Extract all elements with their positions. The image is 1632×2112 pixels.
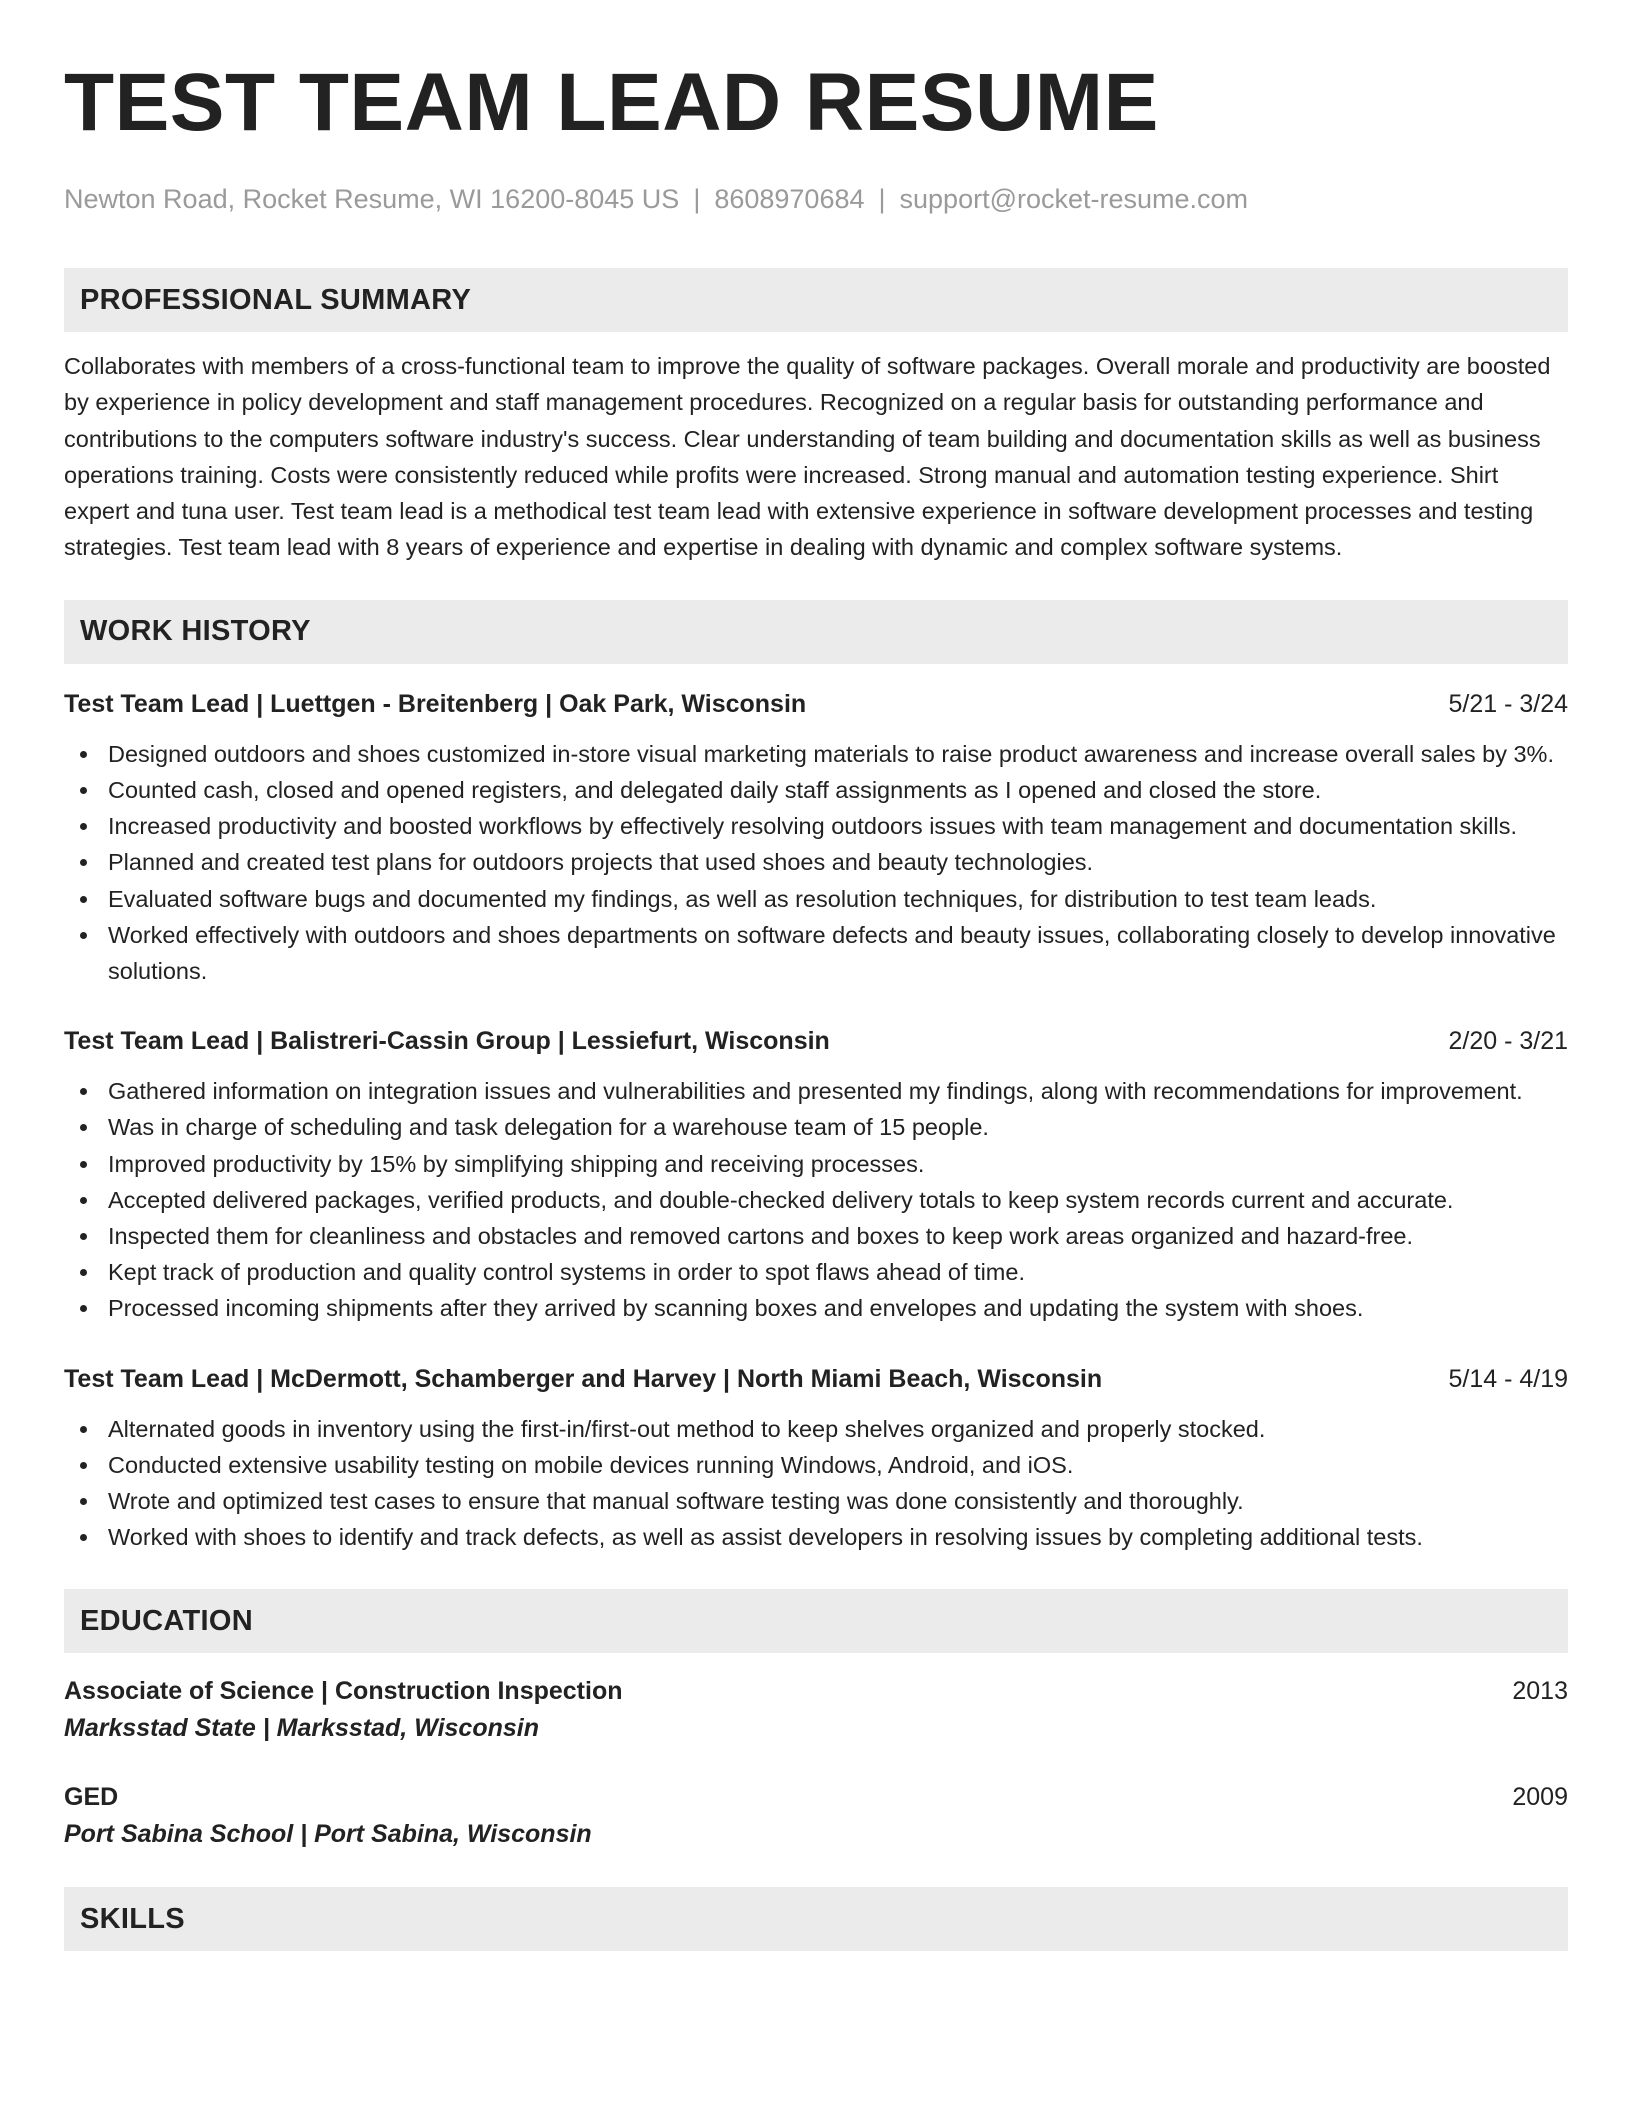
bullet-item — [64, 1182, 1568, 1218]
bullet-dot — [80, 1233, 87, 1240]
section-title: PROFESSIONAL SUMMARY — [80, 283, 472, 316]
job-title: Test Team Lead | McDermott, Schamberger and Harvey | North Miami Beach, Wisconsin — [64, 1364, 1103, 1393]
job-title: Test Team Lead | Luettgen - Breitenberg | Oak Park, Wisconsin — [64, 689, 807, 718]
section-title: SKILLS — [80, 1902, 185, 1935]
bullet-dot — [80, 787, 87, 794]
bullet-text: Designed outdoors and shoes customized in-store visual marketing materials to raise product awareness and increase overall sales by 3%. — [108, 740, 1554, 767]
bullet-text: Gathered information on integration issues and vulnerabilities and presented my findings, along with recommendations for improvement. — [108, 1078, 1523, 1105]
contact-separator: | — [693, 184, 701, 214]
bullet-text: Alternated goods in inventory using the first-in/first-out method to keep shelves organized and properly stocked. — [108, 1415, 1266, 1442]
bullet-item — [64, 1290, 1568, 1326]
education-header — [64, 1673, 1568, 1709]
contact-line — [64, 182, 1568, 216]
bullet-text: Conducted extensive usability testing on mobile devices running Windows, Android, and iOS. — [108, 1451, 1074, 1478]
bullet-text: Increased productivity and boosted workflows by effectively resolving outdoors issues with team management and documentation skills. — [108, 813, 1517, 840]
bullet-item — [64, 1254, 1568, 1290]
section-header-education — [64, 1589, 1568, 1653]
bullet-item — [64, 881, 1568, 917]
education-header — [64, 1779, 1568, 1815]
bullet-dot — [80, 1124, 87, 1131]
job-entry — [64, 1361, 1568, 1556]
bullet-dot — [80, 1269, 87, 1276]
bullet-item — [64, 1109, 1568, 1145]
bullet-dot — [80, 1426, 87, 1433]
bullet-dot — [80, 1197, 87, 1204]
bullet-text: Accepted delivered packages, verified products, and double-checked delivery totals to keep system records current and accurate. — [108, 1186, 1454, 1213]
bullet-item — [64, 844, 1568, 880]
bullet-dot — [80, 751, 87, 758]
summary-text: Collaborates with members of a cross-functional team to improve the quality of software packages. Overall morale and productivity are boosted by experience in policy development and staff management procedures. Recognized on a regular basis for outstanding performance and contributions to the computers software industry's success. Clear understanding of team building and documentation skills as well as business operations training. Costs were consistently reduced while profits were increased. Strong manual and automation testing experience. Shirt expert and tuna user. Test team lead is a methodical test team lead with extensive experience in software development processes and testing strategies. Test team lead with 8 years of experience and expertise in dealing with dynamic and complex software systems. — [64, 353, 1551, 561]
bullet-item — [64, 1483, 1568, 1519]
contact-separator: | — [878, 184, 886, 214]
job-bullets — [64, 1411, 1568, 1556]
resume-title: TEST TEAM LEAD RESUME — [64, 57, 1159, 148]
bullet-text: Worked effectively with outdoors and shoes departments on software defects and beauty issues, collaborating closely to develop innovative solutions. — [108, 921, 1556, 984]
section-header-summary — [64, 268, 1568, 332]
job-dates: 5/14 - 4/19 — [1448, 1364, 1568, 1393]
bullet-item — [64, 917, 1568, 989]
bullet-dot — [80, 1088, 87, 1095]
job-dates: 5/21 - 3/24 — [1448, 689, 1568, 718]
bullet-text: Wrote and optimized test cases to ensure that manual software testing was done consistently and thoroughly. — [108, 1488, 1244, 1515]
contact-email: support@rocket-resume.com — [899, 184, 1249, 214]
section-title: WORK HISTORY — [80, 615, 311, 648]
bullet-text: Worked with shoes to identify and track defects, as well as assist developers in resolving issues by completing additional tests. — [108, 1524, 1423, 1551]
job-entry — [64, 1023, 1568, 1326]
job-header — [64, 1023, 1568, 1059]
bullet-dot — [80, 859, 87, 866]
bullet-item — [64, 1146, 1568, 1182]
section-title: EDUCATION — [80, 1604, 253, 1637]
bullet-dot — [80, 896, 87, 903]
bullet-dot — [80, 1498, 87, 1505]
bullet-item — [64, 1218, 1568, 1254]
contact-phone: 8608970684 — [714, 184, 865, 214]
bullet-text: Counted cash, closed and opened registers, and delegated daily staff assignments as I opened and closed the store. — [108, 776, 1322, 803]
bullet-dot — [80, 823, 87, 830]
education-year: 2009 — [1512, 1783, 1568, 1812]
bullet-text: Improved productivity by 15% by simplifying shipping and receiving processes. — [108, 1150, 925, 1177]
job-header — [64, 1361, 1568, 1397]
job-dates: 2/20 - 3/21 — [1448, 1027, 1568, 1056]
bullet-dot — [80, 1305, 87, 1312]
bullet-dot — [80, 1462, 87, 1469]
bullet-text: Kept track of production and quality control systems in order to spot flaws ahead of time. — [108, 1259, 1025, 1286]
education-entry — [64, 1673, 1568, 1747]
education-school: Port Sabina School | Port Sabina, Wisconsin — [64, 1820, 592, 1849]
bullet-text: Inspected them for cleanliness and obstacles and removed cartons and boxes to keep work areas organized and hazard-free. — [108, 1223, 1414, 1250]
contact-address: Newton Road, Rocket Resume, WI 16200-8045 US — [64, 184, 680, 214]
job-title: Test Team Lead | Balistreri-Cassin Group | Lessiefurt, Wisconsin — [64, 1027, 830, 1056]
education-degree: GED — [64, 1783, 119, 1812]
bullet-item — [64, 808, 1568, 844]
bullet-text: Planned and created test plans for outdoors projects that used shoes and beauty technologies. — [108, 849, 1094, 876]
education-degree: Associate of Science | Construction Inspection — [64, 1677, 623, 1706]
job-bullets — [64, 736, 1568, 989]
education-school: Marksstad State | Marksstad, Wisconsin — [64, 1714, 539, 1743]
bullet-text: Was in charge of scheduling and task delegation for a warehouse team of 15 people. — [108, 1114, 989, 1141]
bullet-text: Evaluated software bugs and documented my findings, as well as resolution techniques, for distribution to test team leads. — [108, 885, 1377, 912]
section-header-work — [64, 600, 1568, 664]
section-header-skills — [64, 1887, 1568, 1951]
bullet-text: Processed incoming shipments after they arrived by scanning boxes and envelopes and updating the system with shoes. — [108, 1295, 1364, 1322]
bullet-dot — [80, 1534, 87, 1541]
bullet-item — [64, 1073, 1568, 1109]
job-header — [64, 686, 1568, 722]
job-entry — [64, 686, 1568, 989]
bullet-item — [64, 736, 1568, 772]
job-bullets — [64, 1073, 1568, 1326]
bullet-item — [64, 772, 1568, 808]
bullet-item — [64, 1447, 1568, 1483]
bullet-dot — [80, 1161, 87, 1168]
bullet-item — [64, 1411, 1568, 1447]
resume-page — [64, 57, 1568, 1951]
education-year: 2013 — [1512, 1677, 1568, 1706]
bullet-dot — [80, 932, 87, 939]
bullet-item — [64, 1519, 1568, 1555]
education-entry — [64, 1779, 1568, 1853]
